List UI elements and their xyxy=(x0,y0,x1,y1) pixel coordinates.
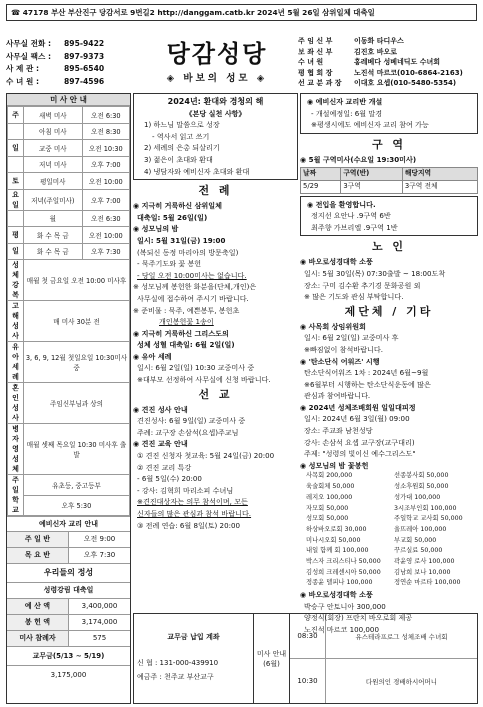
section-elderly: 노 인 xyxy=(371,240,407,254)
catechumen-box: ◉ 예비신자 교리반 개설 - 개설예정일: 6월 말경 ※평생시에도 예비신자 교리 참여 가능 xyxy=(300,93,478,134)
table-row: 오후 5:30 xyxy=(8,495,130,516)
table-row: 토 평일미사 오전 10:00 xyxy=(8,173,130,190)
catechumen-row: 목 요 반 오후 7:30 xyxy=(7,547,130,563)
yearly-theme-box: 2024년: 환대와 경청의 해 《본당 실천 사항》 1) 하느님 말씀으로 성장 - 역사서 읽고 쓰기 2) 세례의 은총 되살리기 3) 젊은이 초대와 환대 4) 냉담자와 예비신자 초대와 환대 xyxy=(133,93,298,180)
offering-row: 미사 참례자 575 xyxy=(7,630,130,646)
header-address-bar: ☎ 47178 부산 부산진구 당감서로 9번길2 http://danggam.catb.kr 2024년 5월 26일 삼위일체 대축일 xyxy=(6,4,477,21)
table-row: 일 교중 미사 오전 10:30 xyxy=(8,140,130,157)
offering-title: 우리들의 정성 xyxy=(7,563,130,582)
parish-subtitle: ◈ 바보의 성모 ◈ xyxy=(166,73,268,84)
staff-list: 주 임 신 부 이동화 타디우스 보 좌 신 부 김진호 바오로 수 녀 원 홍레베다 성베네딕도 수녀회 평 협 회 장 노진석 마르코(010-6864-2163) 선 교 분 과 장 이대호 요셉(010-5480-5354) xyxy=(298,37,463,88)
table-row: 저녁 미사 오후 7:00 xyxy=(8,156,130,173)
contact-row: 수 녀 원 : 897-4596 xyxy=(6,76,105,86)
mass-title: 미 사 안 내 xyxy=(7,94,130,106)
liturgy-column: 2024년: 환대와 경청의 해 《본당 실천 사항》 1) 하느님 말씀으로 성장 - 역사서 읽고 쓰기 2) 세례의 은총 되살리기 3) 젊은이 초대와 환대 4) 냉담자와 예비신자 초대와 환대 전 례 ◉ 지극히 거룩하신 삼위일체 대축일: 5월 26일(일) ◉ 성모님의 밤 일시: 5월 31일(금) 19:00 (복되신 동정 마리아의 방문축일) - 묵주기도와 꽃 봉헌 - 당일 오전 10:00미사는 없습니다. ※ 성모님께 봉헌한 화분을(단체,개인)은 사무실에 접수하여 주시기 바랍니다. ※ 준비물 : 묵주, 예쁜봉투, 봉헌초 개인봉헌꽃 1송이 ◉ 지극히 거룩하신 그리스도의 성체 성혈 대축일: 6월 2일(일) ◉ 유아 세례 일시: 6월 2일(일) 10:30 교중미사 중 ※대부모 선정하여 사무실에 신청 바랍니다. 선 교 ◉ 견진 성사 안내 견진성사: 6월 9일(일) 교중미사 중 주례: 교구장 손삼석(요셉)주교님 ◉ 견진 교육 안내 ① 견진 신청자 첫교육: 5월 24일(금) 20:00 ② 견진 교리 특강 - 6월 5일(수) 20:00 - 강사: 김혁희 마리소피 수녀님 ※견진대상자는 의무 참석이며, 모든 신자들의 많은 관심과 참석 바랍니다. ③ 전례 연습: 6월 8일(토) 20:00 xyxy=(133,93,298,613)
flower-offering-list: 사목회 200,000 선종봉사회 50,000 육술회체 50,000 성소후원회 50,000 레지오 100,000 성가대 100,000 자모회 50,000 3시조부인회 100,000 성모회 50,000 주일학교 교사회 50,000 하상바오로회 30,000 울뜨레아 100,000 미나시오회 50,000 부교회 50,000 내일 함께 회 100,000 꾸르실료 50,000 박스자 크리스티나 50,000 곽윤영 로사 100,000 김성희 크레센시아 50,000 김남희 보나 10,000 정종윤 델피나 100,000 정연순 마르타 100,000 xyxy=(306,472,463,587)
table-row: 주 새벽 미사 오전 6:30 xyxy=(8,107,130,124)
table-row: 주일학교 유초등, 중고등부 xyxy=(8,475,130,496)
table-row: 병자영성체 매월 셋째 목요일 10:30 미사후 출발 xyxy=(8,424,130,475)
district-table xyxy=(300,167,478,193)
table-row: 날짜 구역(반) 해당지역 xyxy=(301,168,478,181)
offering-row: 봉 헌 액 3,174,000 xyxy=(7,614,130,630)
section-district: 구 역 xyxy=(371,137,407,151)
welcome-box: ◉ 전입을 환영합니다. 정지선 요안나 .9구역 6반 최주향 가브리엘 .9구역 1반 xyxy=(300,196,478,237)
table-row: 5/29 3구역 3구역 전체 xyxy=(301,180,478,193)
contact-list xyxy=(6,38,131,88)
news-column: ◉ 예비신자 교리반 개설 - 개설예정일: 6월 말경 ※평생시에도 예비신자 교리 참여 가능 구 역 ◉ 5월 구역미사(수요일 19:30미사) 날짜 구역(반) 해당지역 5/29 3구역 3구역 전체 ◉ 전입을 환영합니다. 정지선 요안나 .9구역 6반 최주향 가브리엘 .9구역 1반 노 인 ◉ 바오로성경대학 소풍 일시: 5월 30일(목) 07:30출발 ~ 18:00도착 장소: 구미 김수환 추기경 문화공원 외 ※ 많은 기도와 관심 부탁합니다. 제단체 / 기타 ◉ 사목회 상임위원회 일시: 6월 2일(일) 교중미사 후 ※빠짐없이 참석바랍니다. ◉ '탄소단식 어워즈' 시행 탄소단식어워즈 1차 : 2024년 6월~9월 ※6월부터 시행하는 탄소단식운동에 많은 관심과 참여바랍니다. ◉ 2024년 성체조배회원 일일대피정 일시: 2024년 6월 3일(월) 09:00 장소: 주교좌 남천성당 강사: 손삼석 요셉 교구장(교구대리) 주제: "성령의 빛이신 예수그리스도" ◉ 성모님의 밤 꽃봉헌 사목회 200,000 선종봉사회 50,000 육술회체 50,000 성소후원회 50,000 레지오 100,000 성가대 100,000 자모회 50,000 3시조부인회 100,000 성모회 50,000 주일학교 교사회 50,000 하상바오로회 30,000 울뜨레아 100,000 미나시오회 50,000 부교회 50,000 내일 함께 회 100,000 꾸르실료 50,000 박스자 크리스티나 50,000 곽윤영 로사 100,000 김성희 크레센시아 50,000 김남희 보나 10,000 정종윤 델피나 100,000 정연순 마르타 100,000 ◉ 바오로성경대학 소풍 박승구 안토니아 300,000 양정식(회장) 프란치 바오로회 제공 노진석 마르코 100,000 xyxy=(300,93,478,704)
table-row: 성체강복 매월 첫 금요일 오전 10:00 미사후 xyxy=(8,260,130,301)
mass-table xyxy=(7,106,130,516)
contact-row: 사무실 팩스 : 897-9373 xyxy=(6,51,105,61)
table-row: 월 오전 6:30 xyxy=(8,210,130,227)
parish-logo xyxy=(137,38,297,90)
section-mission: 선 교 xyxy=(198,387,233,401)
table-row: 유아세례 3, 6, 9, 12월 첫일요일 10:30미사중 xyxy=(8,342,130,383)
catechumen-title: 예비신자 교리 안내 xyxy=(7,516,130,531)
table-row: 혼인성사 주임신부님과 상의 xyxy=(8,383,130,424)
table-row: 요일 저녁(주일미사) 오후 7:00 xyxy=(8,189,130,210)
section-liturgy: 전 례 xyxy=(198,184,233,198)
contact-row: 사 제 관 : 895-6540 xyxy=(6,64,105,73)
table-row: 일 화 수 목 금 오후 7:30 xyxy=(8,243,130,260)
account-info: 교무금 납입 계좌 신 협 : 131-000-439910 예금주 : 천주교 부산교구 xyxy=(134,614,254,703)
mass-guide-label: 미사 안내 (6월) xyxy=(254,614,290,703)
contact-row: 사무실 전화 : 895-9422 xyxy=(6,39,105,48)
parish-title: 당감성당 xyxy=(166,39,268,68)
table-row: 08:30 유스테라프로그 성체조배 수녀회 xyxy=(290,614,477,659)
table-row: 아침 미사 오전 8:30 xyxy=(8,123,130,140)
tithe-value: 3,175,000 xyxy=(7,665,130,684)
offering-subtitle: 성령강림 대축일 xyxy=(7,582,130,598)
tithe-title: 교무금(5/13 ~ 5/19) xyxy=(7,646,130,665)
table-row: 10:30 다원의인 경배하시어머니 xyxy=(290,659,477,703)
section-groups: 제단체 / 기타 xyxy=(344,304,434,318)
catechumen-row: 주 일 반 오전 9:00 xyxy=(7,531,130,547)
mass-info-column xyxy=(6,93,131,704)
offering-row: 예 산 액 3,400,000 xyxy=(7,598,130,614)
table-row: 고해성사 매 미사 30분 전 xyxy=(8,301,130,342)
table-row: 평 화 수 목 금 오전 10:00 xyxy=(8,227,130,244)
